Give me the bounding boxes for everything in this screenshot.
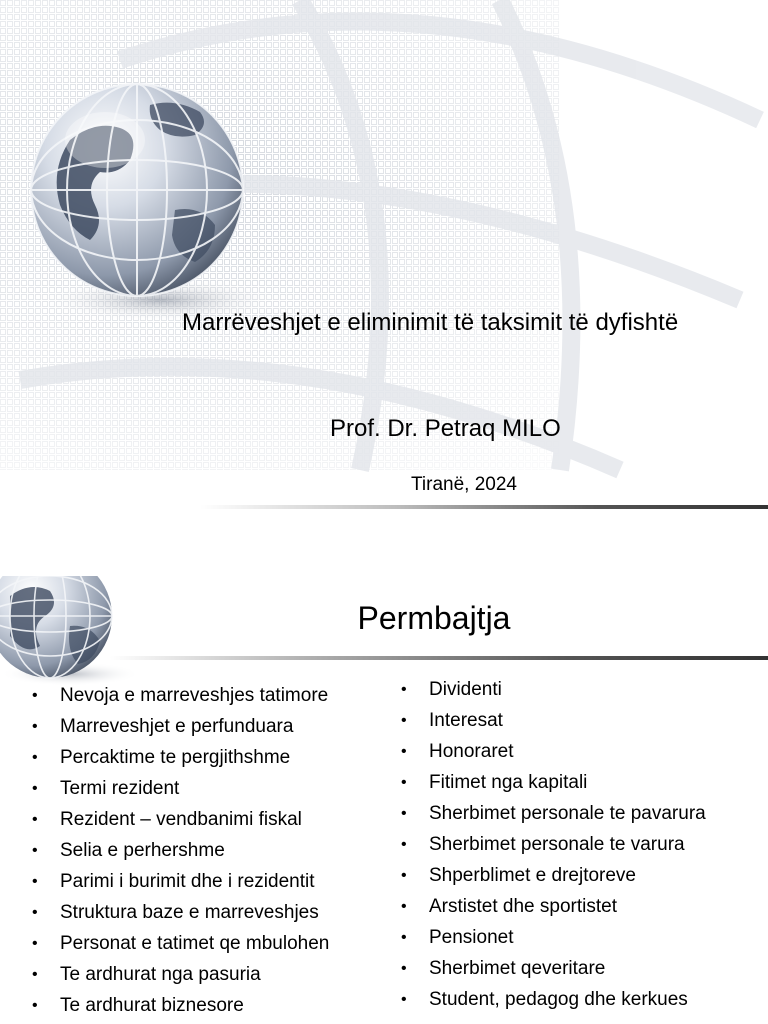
list-item-text: Termi rezident [60, 778, 180, 799]
list-item [32, 835, 329, 866]
bullet-icon: • [32, 842, 38, 859]
list-item-text: Dividenti [429, 679, 502, 700]
list-item [401, 829, 706, 860]
list-item-text: Personat e tatimet qe mbulohen [60, 933, 330, 954]
list-item [401, 891, 706, 922]
bullet-icon: • [32, 873, 38, 890]
bullet-icon: • [401, 991, 407, 1008]
list-item-text: Parimi i burimit dhe i rezidentit [60, 871, 315, 892]
list-item-text: Nevoja e marreveshjes tatimore [60, 685, 329, 706]
list-item [401, 674, 706, 705]
list-item [401, 798, 706, 829]
list-item-text: Pensionet [429, 927, 514, 948]
list-item [32, 990, 329, 1021]
list-item [32, 928, 330, 959]
list-item [32, 680, 329, 711]
list-item-text: Fitimet nga kapitali [429, 772, 588, 793]
bullet-icon: • [401, 743, 407, 760]
list-item [32, 866, 329, 897]
list-item [32, 897, 329, 928]
bullet-icon: • [32, 904, 38, 921]
list-item-text: Sherbimet personale te varura [429, 834, 685, 855]
list-item [401, 860, 706, 891]
list-item [401, 736, 706, 767]
list-item [32, 711, 329, 742]
author-name: Prof. Dr. Petraq MILO [330, 415, 561, 442]
place-date: Tiranë, 2024 [411, 474, 517, 495]
list-item-text: Te ardhurat biznesore [60, 995, 244, 1016]
bullet-icon: • [401, 898, 407, 915]
list-item-text: Percaktime te pergjithshme [60, 747, 291, 768]
bullet-icon: • [32, 718, 38, 735]
contents-slide [0, 576, 768, 1024]
list-item [401, 767, 706, 798]
list-item-text: Selia e perhershme [60, 840, 225, 861]
list-item [32, 742, 329, 773]
bullet-icon: • [32, 749, 38, 766]
bullet-icon: • [401, 929, 407, 946]
list-item-text: Te ardhurat nga pasuria [60, 964, 261, 985]
bullet-icon: • [32, 687, 38, 704]
list-item-text: Student, pedagog dhe kerkues [429, 989, 688, 1010]
bullet-icon: • [401, 805, 407, 822]
bullet-icon: • [32, 966, 38, 983]
contents-list-left [32, 680, 330, 1021]
bullet-icon: • [401, 774, 407, 791]
slide-gap [0, 520, 768, 576]
bullet-icon: • [401, 712, 407, 729]
list-item-text: Marreveshjet e perfunduara [60, 716, 294, 737]
presentation-title: Marrëveshjet e eliminimit të taksimit të dyfishtë [182, 309, 679, 336]
list-item-text: Sherbimet qeveritare [429, 958, 606, 979]
list-item [32, 804, 329, 835]
bullet-icon: • [32, 997, 38, 1014]
contents-list-right [401, 674, 706, 1015]
globe-icon [31, 84, 243, 296]
bullet-icon: • [32, 935, 38, 952]
bullet-icon: • [32, 811, 38, 828]
list-item [32, 773, 329, 804]
list-item-text: Rezident – vendbanimi fiskal [60, 809, 302, 830]
list-item-text: Sherbimet personale te pavarura [429, 803, 706, 824]
contents-title: Permbajtja [357, 600, 511, 636]
list-item [401, 984, 706, 1015]
list-item [32, 959, 329, 990]
list-item-text: Struktura baze e marreveshjes [60, 902, 319, 923]
list-item [401, 953, 706, 984]
list-item-text: Arstistet dhe sportistet [429, 896, 617, 917]
bullet-icon: • [401, 960, 407, 977]
list-item-text: Interesat [429, 710, 503, 731]
list-item [401, 705, 706, 736]
list-item-text: Shperblimet e drejtoreve [429, 865, 636, 886]
header-divider-line [110, 656, 768, 660]
list-item [401, 922, 706, 953]
bullet-icon: • [32, 780, 38, 797]
bullet-icon: • [401, 867, 407, 884]
list-item-text: Honoraret [429, 741, 514, 762]
title-divider-line [200, 505, 768, 509]
bullet-icon: • [401, 681, 407, 698]
bullet-icon: • [401, 836, 407, 853]
